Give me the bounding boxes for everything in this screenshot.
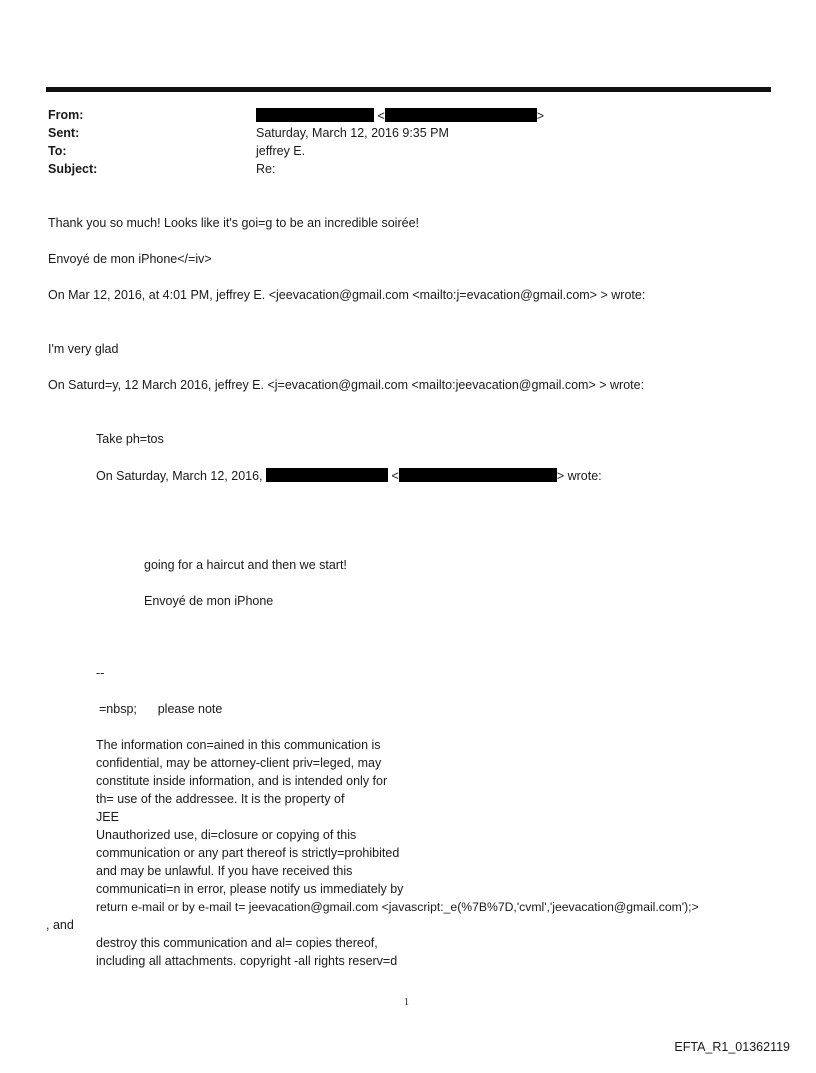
body-line: On Mar 12, 2016, at 4:01 PM, jeffrey E. <jeevacation@gmail.com <mailto:j=evacation@gmail.com> > wrote: bbox=[48, 288, 646, 302]
subject-label: Subject: bbox=[48, 162, 98, 176]
disclaimer-line: The information con=ained in this communication is bbox=[96, 738, 381, 752]
redaction-block bbox=[399, 468, 557, 482]
disclaimer-and: , and bbox=[46, 918, 74, 932]
to-label: To: bbox=[48, 144, 67, 158]
disclaimer-line: constitute inside information, and is intended only for bbox=[96, 774, 388, 788]
page-number: 1 bbox=[404, 997, 409, 1008]
body-line: On Saturd=y, 12 March 2016, jeffrey E. <j=evacation@gmail.com <mailto:jeevacation@gmail.com> > wrote: bbox=[48, 378, 645, 392]
body-line: Envoyé de mon iPhone</=iv> bbox=[48, 252, 212, 266]
disclaimer-line: return e-mail or by e-mail t= jeevacation@gmail.com <javascript:_e(%7B%7D,'cvml','jeevacation@gmail.com');> bbox=[96, 900, 699, 914]
disclaimer-line: including all attachments. copyright -all rights reserv=d bbox=[96, 954, 398, 968]
from-value bbox=[256, 108, 544, 123]
from-open-bracket: < bbox=[377, 109, 385, 123]
quoted-header-line bbox=[96, 468, 602, 483]
header-rule bbox=[46, 87, 771, 92]
disclaimer-line: communicati=n in error, please notify us immediately by bbox=[96, 882, 404, 896]
quoted-prefix: On Saturday, March 12, 2016, bbox=[96, 469, 263, 483]
sent-label: Sent: bbox=[48, 126, 80, 140]
sent-value: Saturday, March 12, 2016 9:35 PM bbox=[256, 126, 449, 140]
redaction-block bbox=[385, 108, 537, 122]
disclaimer-line: and may be unlawful. If you have received this bbox=[96, 864, 353, 878]
disclaimer-line: destroy this communication and al= copies thereof, bbox=[96, 936, 378, 950]
signature-separator: -- bbox=[96, 666, 105, 680]
disclaimer-line: Unauthorized use, di=closure or copying of this bbox=[96, 828, 357, 842]
body-line: Thank you so much! Looks like it's goi=g to be an incredible soirée! bbox=[48, 216, 419, 230]
from-label: From: bbox=[48, 108, 84, 122]
disclaimer-line: JEE bbox=[96, 810, 119, 824]
redaction-block bbox=[266, 468, 388, 482]
body-line: going for a haircut and then we start! bbox=[144, 558, 347, 572]
note-line: =nbsp; please note bbox=[99, 702, 223, 716]
disclaimer-line: th= use of the addressee. It is the property of bbox=[96, 792, 345, 806]
body-line: I'm very glad bbox=[48, 342, 119, 356]
to-value: jeffrey E. bbox=[256, 144, 306, 158]
disclaimer-line: confidential, may be attorney-client priv=leged, may bbox=[96, 756, 382, 770]
quoted-suffix: > wrote: bbox=[556, 469, 602, 483]
disclaimer-line: communication or any part thereof is strictly=prohibited bbox=[96, 846, 400, 860]
subject-value: Re: bbox=[256, 162, 276, 176]
redaction-block bbox=[256, 108, 374, 122]
body-line: Take ph=tos bbox=[96, 432, 164, 446]
document-id: EFTA_R1_01362119 bbox=[674, 1040, 790, 1054]
quoted-lt: < bbox=[391, 469, 399, 483]
from-close-bracket: > bbox=[536, 109, 545, 123]
body-line: Envoyé de mon iPhone bbox=[144, 594, 274, 608]
